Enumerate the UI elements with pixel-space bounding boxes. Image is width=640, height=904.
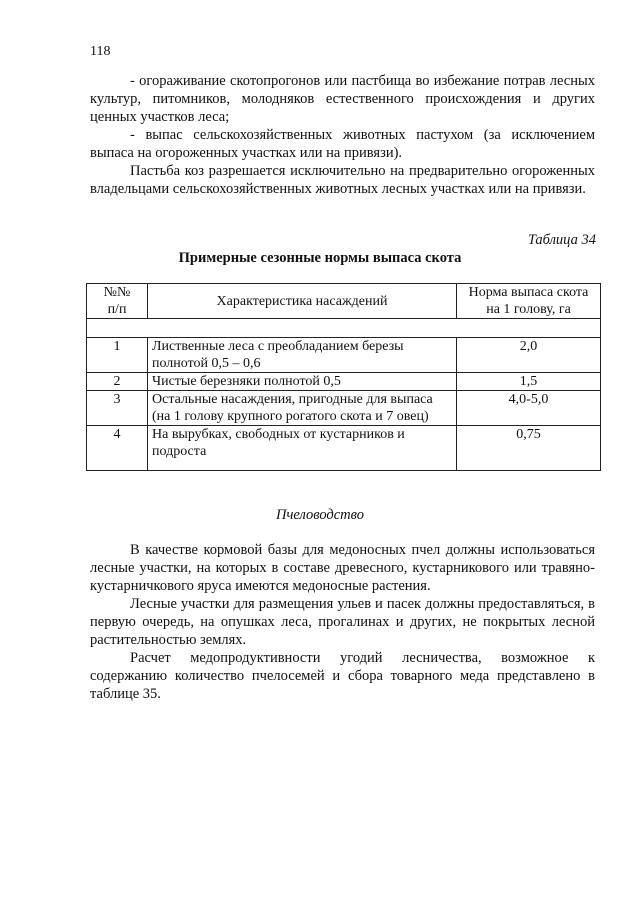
grazing-norms-table: [86, 283, 601, 471]
row-description: Остальные насаждения, пригодные для выпаса (на 1 голову крупного рогатого скота и 7 овец): [148, 391, 457, 426]
table-spacer-row: [87, 319, 601, 338]
table-row: [87, 373, 601, 391]
section-text: [90, 541, 595, 703]
row-number: 1: [87, 338, 148, 373]
intro-text: [90, 72, 595, 198]
row-norm: 1,5: [457, 373, 601, 391]
table-row: [87, 426, 601, 471]
paragraph: - выпас сельскохозяйственных животных пастухом (за исключением выпаса на огороженных участках или на привязи).: [90, 127, 595, 161]
row-norm: 2,0: [457, 338, 601, 373]
paragraph: В качестве кормовой базы для медоносных пчел должны использоваться лесные участки, на которых в составе древесного, кустарникового или травяно-кустарничкового яруса имеются медоносные растения.: [90, 542, 595, 594]
header-norm: Норма выпаса скота на 1 голову, га: [457, 284, 601, 319]
page-number: 118: [90, 44, 111, 59]
table-row: [87, 391, 601, 426]
row-number: 3: [87, 391, 148, 426]
row-number: 2: [87, 373, 148, 391]
row-norm: 0,75: [457, 426, 601, 471]
paragraph: Расчет медопродуктивности угодий лесничества, возможное к содержанию количество пчелосемей и сбора товарного меда представлено в таблице 35.: [90, 650, 595, 702]
header-number: №№ п/п: [87, 284, 148, 319]
table-title: Примерные сезонные нормы выпаса скота: [178, 250, 462, 266]
table-caption: Таблица 34: [527, 232, 596, 248]
paragraph: Пастьба коз разрешается исключительно на предварительно огороженных владельцами сельскохозяйственных животных лесных участках или на привязи.: [90, 163, 595, 197]
table-header-row: [87, 284, 601, 319]
row-description: Лиственные леса с преобладанием березы полнотой 0,5 – 0,6: [148, 338, 457, 373]
section-title: Пчеловодство: [276, 507, 364, 523]
row-number: 4: [87, 426, 148, 471]
paragraph: Лесные участки для размещения ульев и пасек должны предоставляться, в первую очередь, на опушках леса, прогалинах и других, не покрытых лесной растительностью землях.: [90, 596, 595, 648]
row-description: Чистые березняки полнотой 0,5: [148, 373, 457, 391]
paragraph: - огораживание скотопрогонов или пастбища во избежание потрав лесных культур, питомников, молодняков естественного происхождения и других ценных участков леса;: [90, 73, 595, 125]
row-norm: 4,0-5,0: [457, 391, 601, 426]
row-description: На вырубках, свободных от кустарников и подроста: [148, 426, 457, 471]
header-description: Характеристика насаждений: [148, 284, 457, 319]
table-row: [87, 338, 601, 373]
